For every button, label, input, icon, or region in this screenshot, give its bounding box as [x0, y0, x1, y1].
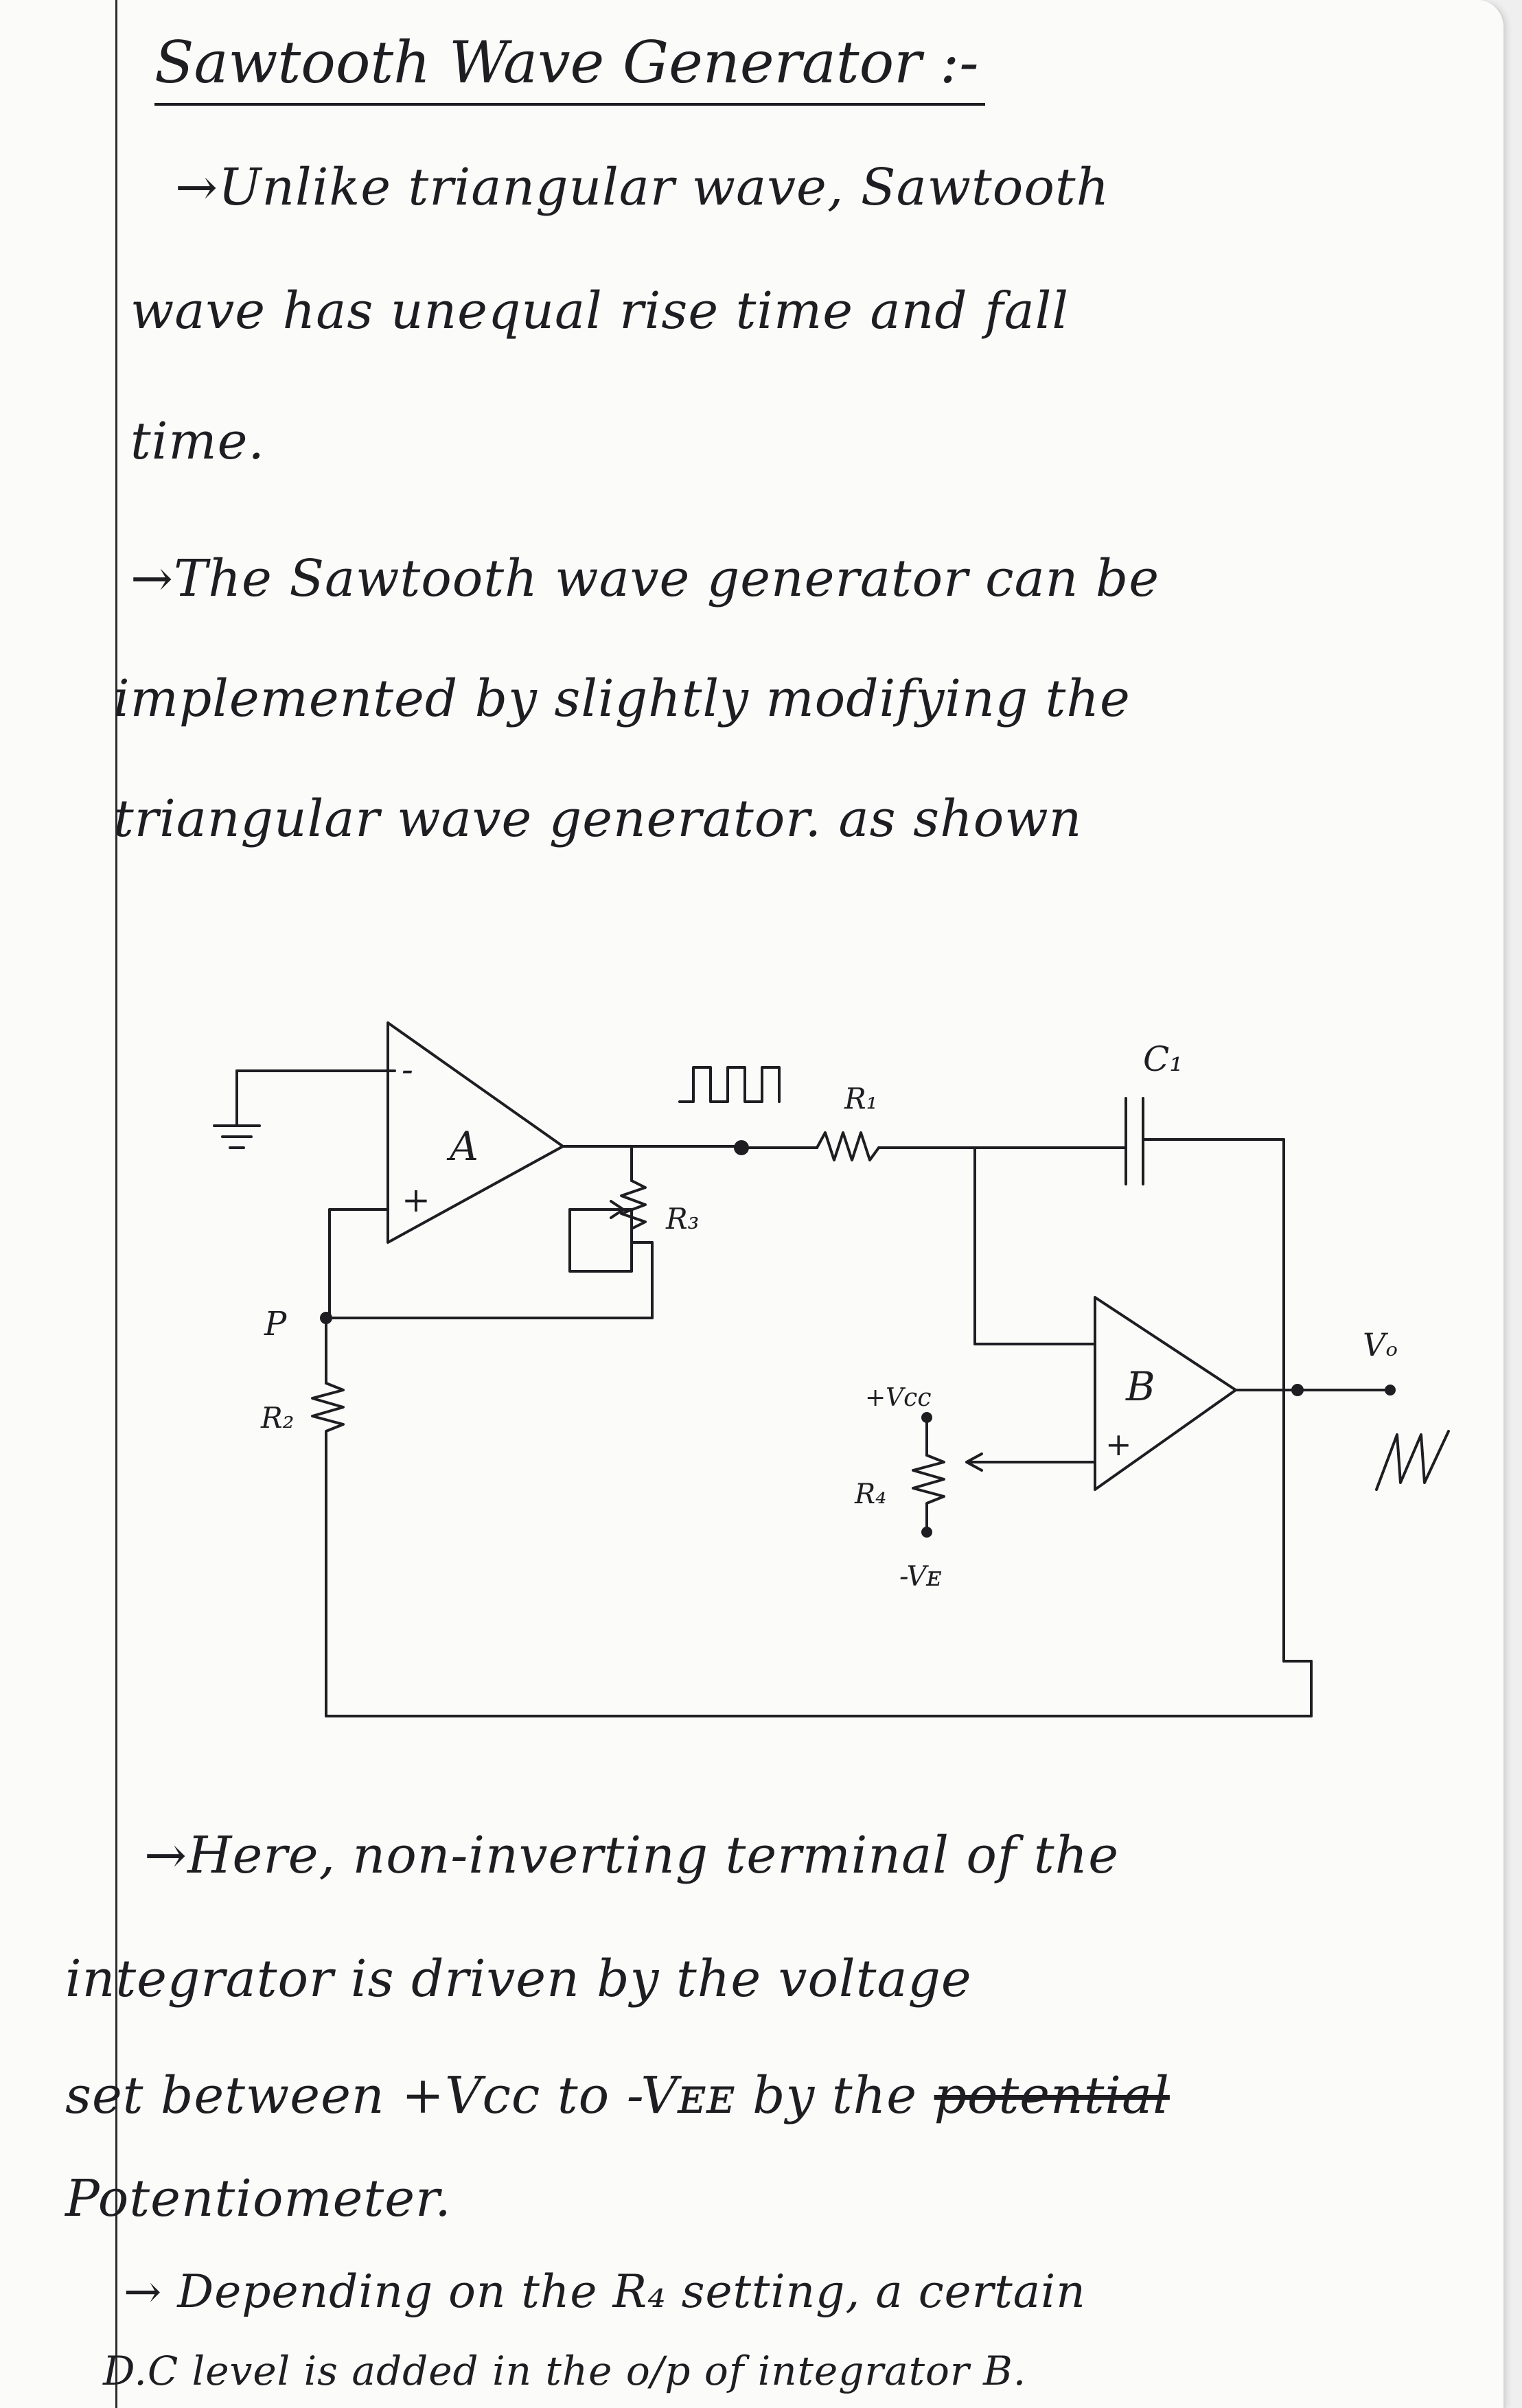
- output-node: [1293, 1385, 1302, 1395]
- c1-label: C₁: [1143, 1039, 1184, 1079]
- vo-label: Vₒ: [1363, 1326, 1398, 1363]
- opamp-b: [1095, 1297, 1236, 1490]
- opamp-a: [388, 1023, 563, 1242]
- sawtooth-output-symbol: [1376, 1431, 1449, 1490]
- page-title: Sawtooth Wave Generator :-: [154, 29, 979, 96]
- r2-label: R₂: [261, 1401, 295, 1435]
- opamp-a-label: A: [450, 1123, 478, 1170]
- paragraph3-line2: integrator is driven by the voltage: [65, 1949, 972, 2008]
- square-wave-symbol: [680, 1067, 779, 1102]
- paragraph4-line1: → Depending on the R₄ setting, a certain: [124, 2265, 1086, 2318]
- resistor-r3: [621, 1181, 645, 1242]
- node-p-label: P: [264, 1305, 287, 1343]
- ground-symbol: [214, 1071, 395, 1148]
- resistor-r4: [913, 1455, 944, 1531]
- paragraph3-line4: Potentiometer.: [65, 2169, 452, 2228]
- vcc-label: +Vcc: [865, 1384, 932, 1412]
- paragraph3-line1: →Here, non-inverting terminal of the: [144, 1826, 1120, 1885]
- paragraph1-line2: wave has unequal rise time and fall: [130, 281, 1070, 340]
- paragraph1-line3: time.: [130, 412, 265, 471]
- opamp-a-plus: +: [402, 1180, 430, 1220]
- paragraph3-line3: [65, 2066, 1170, 2125]
- resistor-r2: [312, 1383, 343, 1442]
- resistor-r1: [817, 1133, 879, 1160]
- capacitor-c1: [1126, 1098, 1143, 1184]
- paragraph1-line1: →Unlike triangular wave, Sawtooth: [175, 158, 1110, 217]
- opamp-b-label: B: [1126, 1363, 1155, 1410]
- vee-label: -Vᴇ: [899, 1561, 942, 1593]
- r1-label: R₁: [844, 1082, 878, 1115]
- paragraph2-line1: →The Sawtooth wave generator can be: [130, 549, 1160, 608]
- r3-label: R₃: [666, 1202, 700, 1236]
- opamp-b-plus: +: [1105, 1426, 1132, 1463]
- paragraph2-line2: implemented by slightly modifying the: [113, 669, 1131, 728]
- opamp-a-minus: -: [402, 1050, 413, 1089]
- paragraph3-line3-text: set between +Vcc to -Vᴇᴇ by the: [65, 2066, 934, 2125]
- output-terminal: [1386, 1386, 1394, 1394]
- r4-label: R₄: [855, 1479, 887, 1510]
- paragraph2-line3: triangular wave generator. as shown: [113, 789, 1083, 848]
- r3-loop: [570, 1209, 632, 1271]
- struck-word: potential: [934, 2066, 1170, 2125]
- paragraph4-line2: D.C level is added in the o/p of integrator B.: [103, 2348, 1027, 2394]
